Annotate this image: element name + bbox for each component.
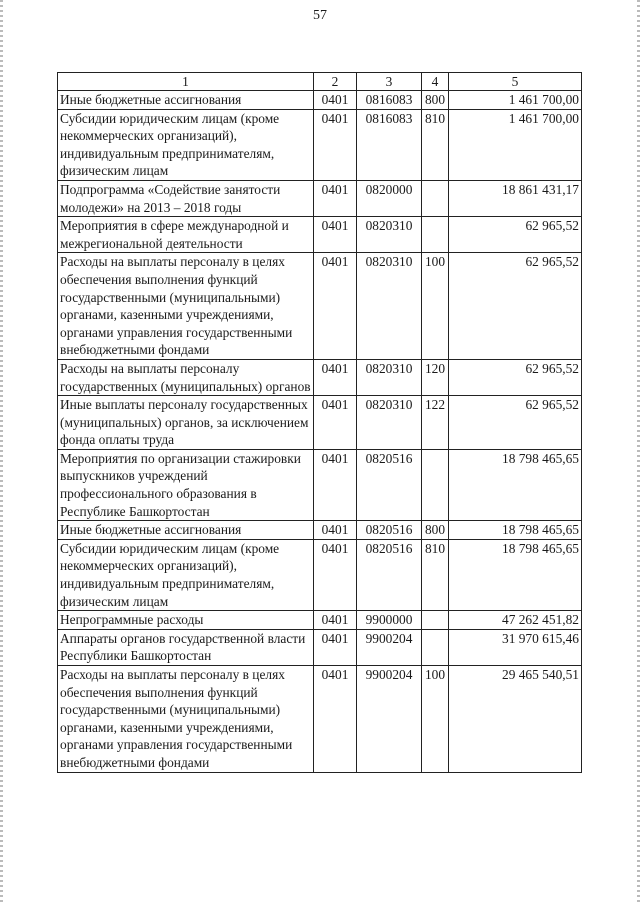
cell-type: 800 [422, 521, 449, 540]
cell-type [422, 629, 449, 665]
cell-article: 9900204 [357, 629, 422, 665]
cell-article: 0820516 [357, 449, 422, 520]
cell-article: 9900204 [357, 666, 422, 773]
table-row [58, 629, 582, 665]
cell-article: 0816083 [357, 91, 422, 110]
cell-type: 800 [422, 91, 449, 110]
cell-sum: 62 965,52 [449, 217, 582, 253]
cell-type: 120 [422, 359, 449, 395]
table-row [58, 91, 582, 110]
cell-sum: 1 461 700,00 [449, 91, 582, 110]
header-cell-sum: 5 [449, 73, 582, 91]
cell-article: 0820000 [357, 180, 422, 216]
table-row [58, 217, 582, 253]
cell-name: Аппараты органов государственной власти Республики Башкортостан [58, 629, 314, 665]
cell-section: 0401 [314, 521, 357, 540]
cell-sum: 18 798 465,65 [449, 539, 582, 610]
cell-name: Непрограммные расходы [58, 611, 314, 630]
cell-name: Иные бюджетные ассигнования [58, 91, 314, 110]
header-cell-article: 3 [357, 73, 422, 91]
cell-article: 0820310 [357, 217, 422, 253]
cell-sum: 18 861 431,17 [449, 180, 582, 216]
table-row [58, 611, 582, 630]
cell-section: 0401 [314, 253, 357, 360]
cell-type [422, 449, 449, 520]
cell-section: 0401 [314, 539, 357, 610]
cell-sum: 47 262 451,82 [449, 611, 582, 630]
cell-name: Расходы на выплаты персоналу в целях обеспечения выполнения функций государственными (муниципальными) органами, казенными учреждениями, органами управления государственными внебюджетными фондами [58, 253, 314, 360]
cell-article: 0820310 [357, 253, 422, 360]
cell-section: 0401 [314, 629, 357, 665]
cell-type: 810 [422, 539, 449, 610]
cell-sum: 18 798 465,65 [449, 449, 582, 520]
page-number: 57 [313, 8, 327, 23]
cell-name: Субсидии юридическим лицам (кроме некоммерческих организаций), индивидуальным предпринимателям, физическим лицам [58, 539, 314, 610]
cell-name: Иные выплаты персоналу государственных (муниципальных) органов, за исключением фонда оплаты труда [58, 396, 314, 450]
cell-section: 0401 [314, 217, 357, 253]
cell-article: 0820516 [357, 539, 422, 610]
header-cell-type: 4 [422, 73, 449, 91]
cell-section: 0401 [314, 359, 357, 395]
cell-section: 0401 [314, 611, 357, 630]
cell-name: Мероприятия по организации стажировки выпускников учреждений профессионального образования в Республике Башкортостан [58, 449, 314, 520]
table-row [58, 359, 582, 395]
cell-type: 100 [422, 666, 449, 773]
table-row [58, 253, 582, 360]
cell-name: Расходы на выплаты персоналу государственных (муниципальных) органов [58, 359, 314, 395]
cell-sum: 18 798 465,65 [449, 521, 582, 540]
cell-sum: 29 465 540,51 [449, 666, 582, 773]
cell-name: Расходы на выплаты персоналу в целях обеспечения выполнения функций государственными (муниципальными) органами, казенными учреждениями, органами управления государственными внебюджетными фондами [58, 666, 314, 773]
cell-section: 0401 [314, 666, 357, 773]
cell-section: 0401 [314, 91, 357, 110]
table-row [58, 180, 582, 216]
cell-section: 0401 [314, 449, 357, 520]
table-row [58, 539, 582, 610]
cell-section: 0401 [314, 180, 357, 216]
scan-edge-left [0, 0, 3, 905]
cell-name: Субсидии юридическим лицам (кроме некоммерческих организаций), индивидуальным предпринимателям, физическим лицам [58, 109, 314, 180]
cell-sum: 31 970 615,46 [449, 629, 582, 665]
table-row [58, 449, 582, 520]
table-row [58, 396, 582, 450]
header-cell-name: 1 [58, 73, 314, 91]
cell-sum: 62 965,52 [449, 253, 582, 360]
cell-article: 0820310 [357, 396, 422, 450]
cell-type: 810 [422, 109, 449, 180]
cell-name: Подпрограмма «Содействие занятости молодежи» на 2013 – 2018 годы [58, 180, 314, 216]
cell-article: 9900000 [357, 611, 422, 630]
cell-section: 0401 [314, 109, 357, 180]
cell-article: 0816083 [357, 109, 422, 180]
cell-type [422, 217, 449, 253]
cell-sum: 1 461 700,00 [449, 109, 582, 180]
table-row [58, 666, 582, 773]
cell-type [422, 611, 449, 630]
cell-type: 122 [422, 396, 449, 450]
cell-sum: 62 965,52 [449, 396, 582, 450]
cell-name: Иные бюджетные ассигнования [58, 521, 314, 540]
budget-table [57, 72, 582, 773]
cell-type: 100 [422, 253, 449, 360]
cell-article: 0820516 [357, 521, 422, 540]
header-cell-section: 2 [314, 73, 357, 91]
cell-sum: 62 965,52 [449, 359, 582, 395]
table-row [58, 109, 582, 180]
cell-section: 0401 [314, 396, 357, 450]
cell-article: 0820310 [357, 359, 422, 395]
table-row [58, 521, 582, 540]
cell-type [422, 180, 449, 216]
cell-name: Мероприятия в сфере международной и межрегиональной деятельности [58, 217, 314, 253]
table-header-row [58, 73, 582, 91]
